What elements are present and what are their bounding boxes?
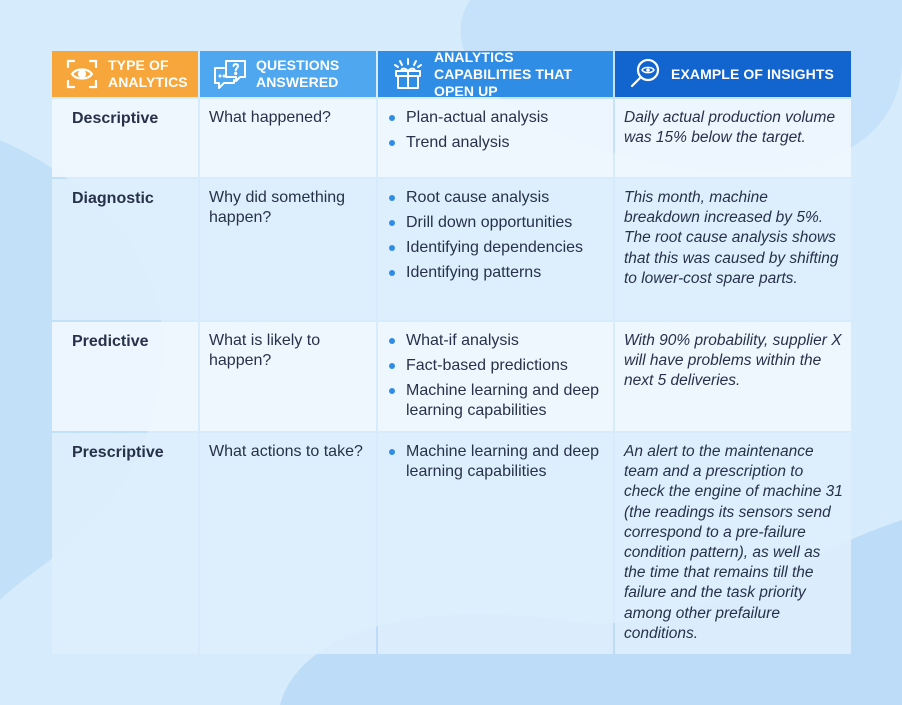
cell-capabilities <box>378 99 613 177</box>
list-item: Machine learning and deep learning capabilities <box>387 442 609 482</box>
insight-text: This month, machine breakdown increased by 5%. The root cause analysis shows that this was caused by shifting to lower-cost spare parts. <box>624 189 839 287</box>
table-row-diagnostic <box>52 179 851 320</box>
cell-capabilities <box>378 433 613 654</box>
header-label: TYPE OF ANALYTICS <box>108 57 188 90</box>
list-item: What-if analysis <box>387 331 609 351</box>
insight-text: With 90% probability, supplier X will have problems within the next 5 deliveries. <box>624 332 842 390</box>
cell-insight <box>615 99 851 177</box>
question-text: What is likely to happen? <box>209 332 321 369</box>
analytics-type: Predictive <box>72 333 149 350</box>
insight-text: An alert to the maintenance team and a prescription to check the engine of machine 31 (the readings its sensors send correspond to a pre-failure condition pattern), as well as the time that remains till the failure and the task priority among other prefailure conditions. <box>624 443 843 642</box>
question-text: What happened? <box>209 109 331 126</box>
header-analytics-capabilities <box>378 48 613 99</box>
list-item: Identifying dependencies <box>387 238 609 258</box>
question-text: What actions to take? <box>209 443 363 460</box>
capabilities-list <box>387 188 609 288</box>
cell-insight <box>615 322 851 431</box>
analytics-type: Descriptive <box>72 110 159 127</box>
cell-question <box>200 433 376 654</box>
analytics-type: Diagnostic <box>72 190 154 207</box>
list-item: Drill down opportunities <box>387 213 609 233</box>
cell-question <box>200 179 376 320</box>
table-row-prescriptive <box>52 433 851 654</box>
list-item: Trend analysis <box>387 133 609 153</box>
cell-capabilities <box>378 322 613 431</box>
list-item: Identifying patterns <box>387 263 609 283</box>
header-label: ANALYTICS CAPABILITIES THAT OPEN UP <box>434 48 573 99</box>
header-type-of-analytics <box>52 51 198 97</box>
analytics-type: Prescriptive <box>72 444 164 461</box>
header-questions-answered <box>200 51 376 97</box>
table-row-predictive <box>52 322 851 431</box>
question-text: Why did something happen? <box>209 189 346 226</box>
header-example-of-insights <box>615 51 851 97</box>
capabilities-list <box>387 442 609 487</box>
gift-box-icon <box>390 56 426 92</box>
cell-capabilities <box>378 179 613 320</box>
capabilities-list <box>387 108 609 158</box>
cell-type <box>52 322 198 431</box>
cell-type <box>52 99 198 177</box>
cell-insight <box>615 179 851 320</box>
insight-text: Daily actual production volume was 15% below the target. <box>624 109 836 147</box>
cell-type <box>52 433 198 654</box>
header-label: EXAMPLE OF INSIGHTS <box>671 65 834 82</box>
magnifier-eye-icon <box>627 56 663 92</box>
cell-question <box>200 99 376 177</box>
cell-question <box>200 322 376 431</box>
list-item: Fact-based predictions <box>387 356 609 376</box>
analytics-table <box>52 48 851 654</box>
eye-scan-icon <box>64 56 100 92</box>
list-item: Machine learning and deep learning capabilities <box>387 381 609 421</box>
list-item: Root cause analysis <box>387 188 609 208</box>
capabilities-list <box>387 331 609 426</box>
cell-type <box>52 179 198 320</box>
cell-insight <box>615 433 851 654</box>
list-item: Plan-actual analysis <box>387 108 609 128</box>
chat-question-icon <box>212 56 248 92</box>
header-label: QUESTIONS ANSWERED <box>256 57 340 90</box>
table-row-descriptive <box>52 99 851 177</box>
